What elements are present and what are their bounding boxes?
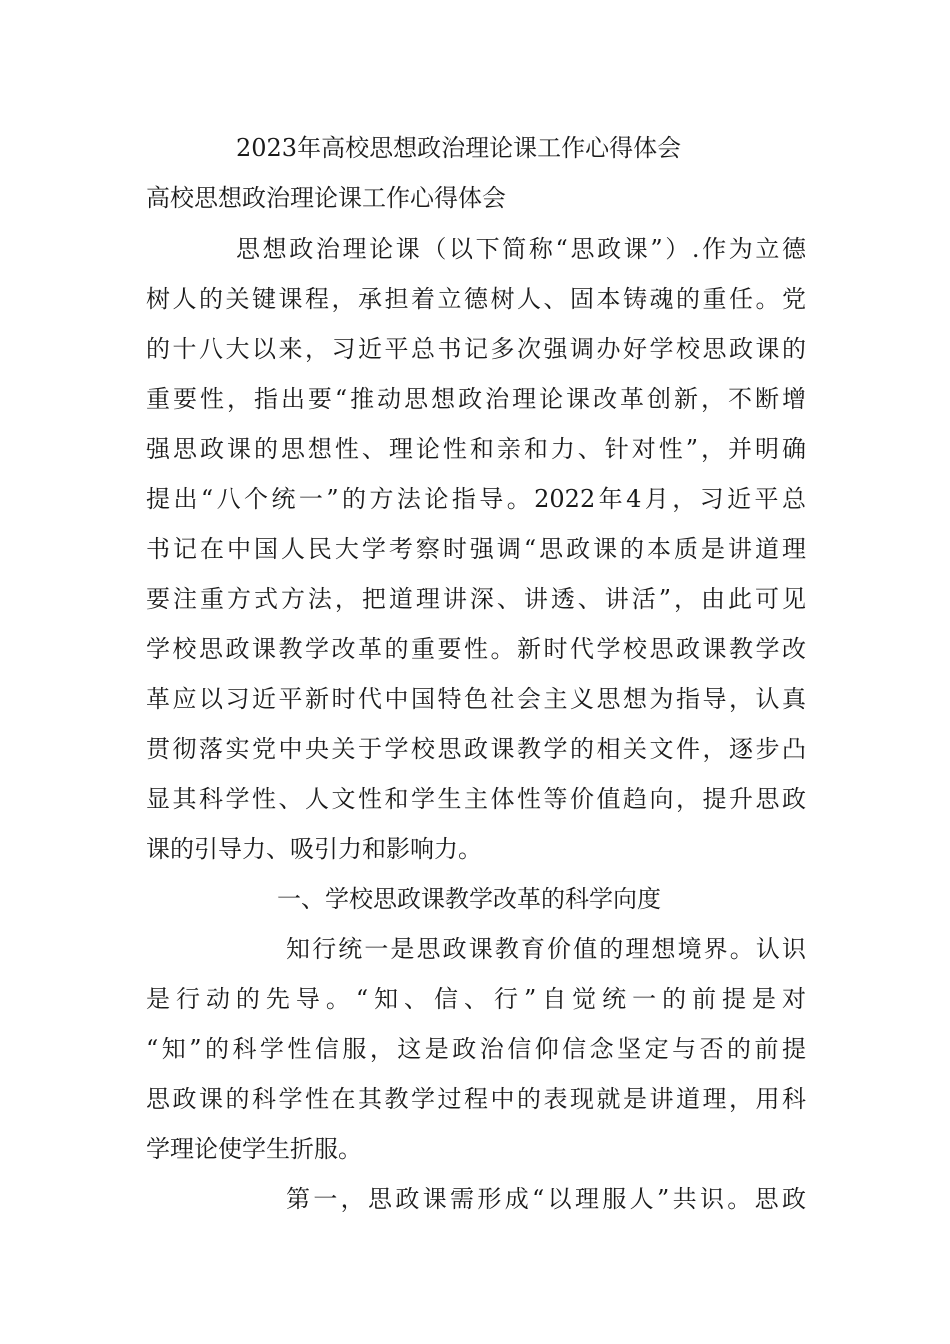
paragraph-line: “知”的科学性信服，这是政治信仰信念坚定与否的前提 [146, 1035, 806, 1063]
paragraph-line: 知行统一是思政课教育价值的理想境界。认识 [286, 935, 806, 963]
paragraph-line: 要注重方式方法，把道理讲深、讲透、讲活”，由此可见 [146, 585, 806, 613]
paragraph-line: 强思政课的思想性、理论性和亲和力、针对性”，并明确 [146, 435, 806, 463]
document-subtitle: 高校思想政治理论课工作心得体会 [146, 184, 506, 212]
paragraph-line: 提出“八个统一”的方法论指导。2022年4月，习近平总 [146, 485, 806, 513]
paragraph-line: 树人的关键课程，承担着立德树人、固本铸魂的重任。党 [146, 285, 806, 313]
paragraph-line: 显其科学性、人文性和学生主体性等价值趋向，提升思政 [146, 785, 806, 813]
paragraph-line: 第一，思政课需形成“以理服人”共识。思政 [286, 1185, 806, 1213]
paragraph-line: 学理论使学生折服。 [146, 1135, 362, 1163]
paragraph-line: 革应以习近平新时代中国特色社会主义思想为指导，认真 [146, 685, 806, 713]
paragraph-line: 是行动的先导。“知、信、行”自觉统一的前提是对 [146, 985, 806, 1013]
paragraph-line: 课的引导力、吸引力和影响力。 [146, 835, 482, 863]
document-title: 2023年高校思想政治理论课工作心得体会 [236, 134, 682, 162]
section-heading: 一、学校思政课教学改革的科学向度 [277, 885, 661, 913]
paragraph-line: 学校思政课教学改革的重要性。新时代学校思政课教学改 [146, 635, 806, 663]
paragraph-line: 思政课的科学性在其教学过程中的表现就是讲道理，用科 [146, 1085, 806, 1113]
paragraph-line: 书记在中国人民大学考察时强调“思政课的本质是讲道理 [146, 535, 806, 563]
paragraph-line: 重要性，指出要“推动思想政治理论课改革创新，不断增 [146, 385, 806, 413]
paragraph-line: 贯彻落实党中央关于学校思政课教学的相关文件，逐步凸 [146, 735, 806, 763]
paragraph-line: 思想政治理论课（以下简称“思政课”）.作为立德 [236, 235, 806, 263]
paragraph-line: 的十八大以来，习近平总书记多次强调办好学校思政课的 [146, 335, 806, 363]
